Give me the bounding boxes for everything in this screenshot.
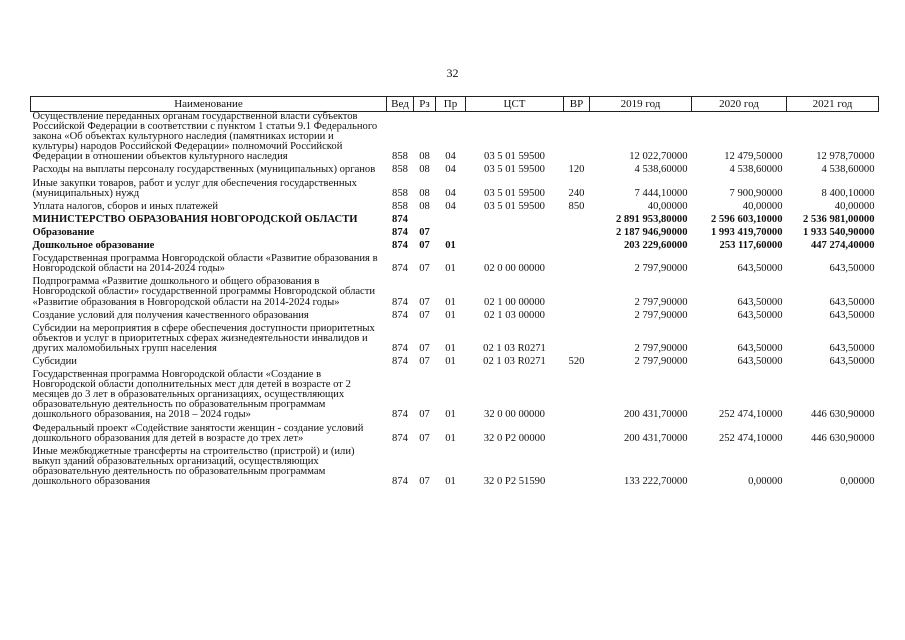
cell-ved: 874	[392, 342, 408, 354]
cell-cst: 02 1 03 00000	[484, 309, 545, 321]
table-row	[31, 225, 879, 238]
table-body	[31, 112, 879, 488]
cell-name: Осуществление переданных органам государственной власти субъектов Российской Федерации в соответствии с пунктом 1 статьи 9.1 Федерального закона «Об объектах культурного наследия (памятниках истории и культуры) народов Российской Федерации» полномочий Российской Федерации в отношении объектов культурного наследия	[32, 111, 378, 163]
cell-ved: 874	[392, 309, 408, 321]
cell-2020: 643,50000	[737, 309, 783, 321]
cell-2019: 2 797,90000	[634, 296, 688, 308]
table-row	[31, 367, 879, 420]
cell-pr: 01	[445, 476, 456, 487]
cell-vr	[564, 112, 590, 163]
cell-ved: 858	[392, 164, 408, 176]
cell-2019: 2 797,90000	[634, 263, 688, 275]
table-row	[31, 176, 879, 199]
cell-vr	[564, 274, 590, 307]
cell-rz: 08	[419, 187, 430, 199]
cell-rz: 08	[419, 200, 430, 212]
cell-cst: 02 1 03 R0271	[483, 342, 546, 354]
cell-vr	[564, 444, 590, 487]
cell-rz: 07	[419, 263, 430, 275]
cell-rz: 07	[419, 476, 430, 487]
cell-2019: 133 222,70000	[623, 476, 688, 487]
cell-ved: 874	[392, 263, 408, 275]
cell-2020: 643,50000	[737, 342, 783, 354]
cell-ved: 874	[392, 432, 408, 444]
cell-pr	[436, 225, 466, 238]
cell-cst	[466, 238, 564, 251]
cell-vr: 120	[568, 164, 585, 176]
cell-rz: 07	[419, 296, 430, 308]
cell-vr	[564, 251, 590, 274]
table-row	[31, 308, 879, 321]
table-row	[31, 444, 879, 487]
cell-2020: 12 479,50000	[724, 151, 783, 163]
cell-vr	[564, 212, 590, 225]
cell-2019: 2 797,90000	[634, 309, 688, 321]
cell-2020: 2 596 603,10000	[710, 213, 783, 225]
cell-ved: 874	[392, 355, 408, 367]
cell-vr	[564, 367, 590, 420]
cell-cst: 03 5 01 59500	[484, 164, 545, 176]
cell-2020: 4 538,60000	[729, 164, 783, 176]
cell-pr: 04	[445, 164, 456, 176]
cell-rz: 07	[419, 240, 430, 252]
cell-2020: 40,00000	[742, 200, 783, 212]
table-row	[31, 354, 879, 367]
col-header-2019: 2019 год	[590, 97, 692, 112]
cell-2019: 7 444,10000	[634, 187, 688, 199]
cell-ved: 858	[392, 200, 408, 212]
cell-cst: 03 5 01 59500	[484, 187, 545, 199]
cell-ved: 874	[392, 226, 408, 238]
table-row	[31, 321, 879, 354]
col-header-2020: 2020 год	[692, 97, 787, 112]
cell-name: Дошкольное образование	[32, 240, 155, 252]
cell-cst: 03 5 01 59500	[484, 200, 545, 212]
cell-name: Субсидии	[32, 355, 77, 367]
cell-name: Создание условий для получения качественного образования	[32, 309, 309, 321]
cell-2021: 447 274,40000	[810, 240, 875, 252]
cell-cst: 02 1 00 00000	[484, 296, 545, 308]
cell-cst	[466, 225, 564, 238]
cell-2020: 0,00000	[748, 476, 783, 487]
cell-2021: 643,50000	[829, 263, 875, 275]
cell-ved: 874	[392, 213, 408, 225]
cell-2019: 4 538,60000	[634, 164, 688, 176]
cell-2020: 252 474,10000	[718, 432, 783, 444]
cell-2020: 1 993 419,70000	[710, 226, 783, 238]
cell-vr	[564, 238, 590, 251]
cell-vr: 850	[568, 200, 585, 212]
cell-2021: 12 978,70000	[816, 151, 875, 163]
cell-vr: 520	[568, 355, 585, 367]
cell-pr: 01	[445, 432, 456, 444]
cell-name: Федеральный проект «Содействие занятости женщин - создание условий дошкольного образования для детей в возрасте до трех лет»	[32, 422, 364, 444]
cell-ved: 874	[392, 476, 408, 487]
col-header-vr: ВР	[564, 97, 590, 112]
cell-ved: 874	[392, 296, 408, 308]
cell-name: Иные межбюджетные трансферты на строительство (пристрой) и (или) выкуп зданий образовательных организаций, осуществляющих образовательную деятельность по образовательным программам дошкольного образования	[32, 445, 355, 487]
cell-vr	[564, 321, 590, 354]
cell-cst: 02 1 03 R0271	[483, 355, 546, 367]
cell-ved: 874	[392, 409, 408, 421]
cell-rz: 07	[419, 409, 430, 421]
cell-2020: 643,50000	[737, 296, 783, 308]
cell-cst: 03 5 01 59500	[484, 151, 545, 163]
cell-pr: 01	[445, 296, 456, 308]
cell-rz: 07	[419, 355, 430, 367]
cell-vr	[564, 421, 590, 444]
cell-2019: 200 431,70000	[623, 432, 688, 444]
cell-cst: 32 0 P2 51590	[483, 476, 546, 487]
col-header-ved: Вед	[387, 97, 414, 112]
cell-name: Подпрограмма «Развитие дошкольного и общего образования в Новгородской области» государственной программы Новгородской области «Развитие образования в Новгородской области на 2014-2024 годы»	[32, 276, 376, 308]
cell-name: Иные закупки товаров, работ и услуг для обеспечения государственных (муниципальных) нужд	[32, 177, 357, 199]
cell-2021: 643,50000	[829, 296, 875, 308]
cell-ved: 858	[392, 151, 408, 163]
cell-cst: 32 0 00 00000	[484, 409, 545, 421]
table-row	[31, 162, 879, 175]
table-row	[31, 421, 879, 444]
cell-2019: 2 891 953,80000	[615, 213, 688, 225]
cell-2019: 12 022,70000	[629, 151, 688, 163]
cell-pr: 04	[445, 151, 456, 163]
budget-table	[30, 96, 879, 487]
cell-2021: 40,00000	[834, 200, 875, 212]
cell-name: Образование	[32, 226, 95, 238]
cell-2019: 2 797,90000	[634, 342, 688, 354]
cell-2019: 2 187 946,90000	[615, 226, 688, 238]
cell-cst	[466, 212, 564, 225]
cell-2019: 203 229,60000	[623, 240, 688, 252]
cell-2019: 200 431,70000	[623, 409, 688, 421]
cell-2021: 4 538,60000	[821, 164, 875, 176]
table-row	[31, 112, 879, 163]
cell-name: Субсидии на мероприятия в сфере обеспечения доступности приоритетных объектов и услуг в приоритетных сферах жизнедеятельности инвалидов и других маломобильных групп населения	[32, 322, 375, 354]
cell-name: Уплата налогов, сборов и иных платежей	[32, 200, 219, 212]
cell-rz: 07	[419, 432, 430, 444]
header-row	[31, 97, 879, 112]
cell-2021: 446 630,90000	[810, 409, 875, 421]
col-header-pr: Пр	[436, 97, 466, 112]
cell-pr: 01	[445, 409, 456, 421]
cell-rz: 08	[419, 151, 430, 163]
cell-2021: 1 933 540,90000	[802, 226, 875, 238]
table-row	[31, 274, 879, 307]
table-row	[31, 199, 879, 212]
cell-2021: 0,00000	[840, 476, 875, 487]
cell-ved: 874	[392, 240, 408, 252]
cell-pr: 01	[445, 240, 456, 252]
cell-rz: 08	[419, 164, 430, 176]
col-header-2021: 2021 год	[787, 97, 879, 112]
cell-rz: 07	[419, 342, 430, 354]
cell-ved: 858	[392, 187, 408, 199]
cell-2020: 643,50000	[737, 355, 783, 367]
table-row	[31, 238, 879, 251]
cell-name: Государственная программа Новгородской области «Развитие образования в Новгородской области на 2014-2024 годы»	[32, 253, 378, 275]
cell-pr: 01	[445, 309, 456, 321]
cell-rz: 07	[419, 226, 430, 238]
cell-2020: 7 900,90000	[729, 187, 783, 199]
cell-2020: 643,50000	[737, 263, 783, 275]
page-number: 32	[446, 66, 459, 80]
cell-2020: 253 117,60000	[719, 240, 783, 252]
cell-2021: 2 536 981,00000	[802, 213, 875, 225]
table-row	[31, 212, 879, 225]
cell-2021: 643,50000	[829, 355, 875, 367]
cell-pr: 01	[445, 263, 456, 275]
cell-vr	[564, 308, 590, 321]
col-header-cst: ЦСТ	[466, 97, 564, 112]
cell-pr	[436, 212, 466, 225]
cell-cst: 32 0 P2 00000	[483, 432, 546, 444]
cell-rz	[414, 212, 436, 225]
cell-vr: 240	[568, 187, 585, 199]
cell-name: МИНИСТЕРСТВО ОБРАЗОВАНИЯ НОВГОРОДСКОЙ ОБЛАСТИ	[32, 213, 358, 225]
cell-pr: 04	[445, 187, 456, 199]
cell-pr: 01	[445, 342, 456, 354]
cell-name: Государственная программа Новгородской области «Создание в Новгородской области дополнительных мест для детей в возрасте от 2 месяцев до 3 лет в образовательных организациях, осуществляющих образовательную деятельность по образовательным программам дошкольного образования, на 2018 – 2024 годы»	[32, 369, 351, 421]
cell-pr: 01	[445, 355, 456, 367]
col-header-name: Наименование	[31, 97, 387, 112]
table-row	[31, 251, 879, 274]
cell-vr	[564, 225, 590, 238]
cell-cst: 02 0 00 00000	[484, 263, 545, 275]
cell-2021: 643,50000	[829, 342, 875, 354]
cell-rz: 07	[419, 309, 430, 321]
cell-2019: 2 797,90000	[634, 355, 688, 367]
cell-name: Расходы на выплаты персоналу государственных (муниципальных) органов	[32, 164, 376, 176]
cell-2021: 643,50000	[829, 309, 875, 321]
col-header-rz: Рз	[414, 97, 436, 112]
cell-2020: 252 474,10000	[718, 409, 783, 421]
cell-pr: 04	[445, 200, 456, 212]
cell-2021: 446 630,90000	[810, 432, 875, 444]
cell-2019: 40,00000	[647, 200, 688, 212]
cell-2021: 8 400,10000	[821, 187, 875, 199]
